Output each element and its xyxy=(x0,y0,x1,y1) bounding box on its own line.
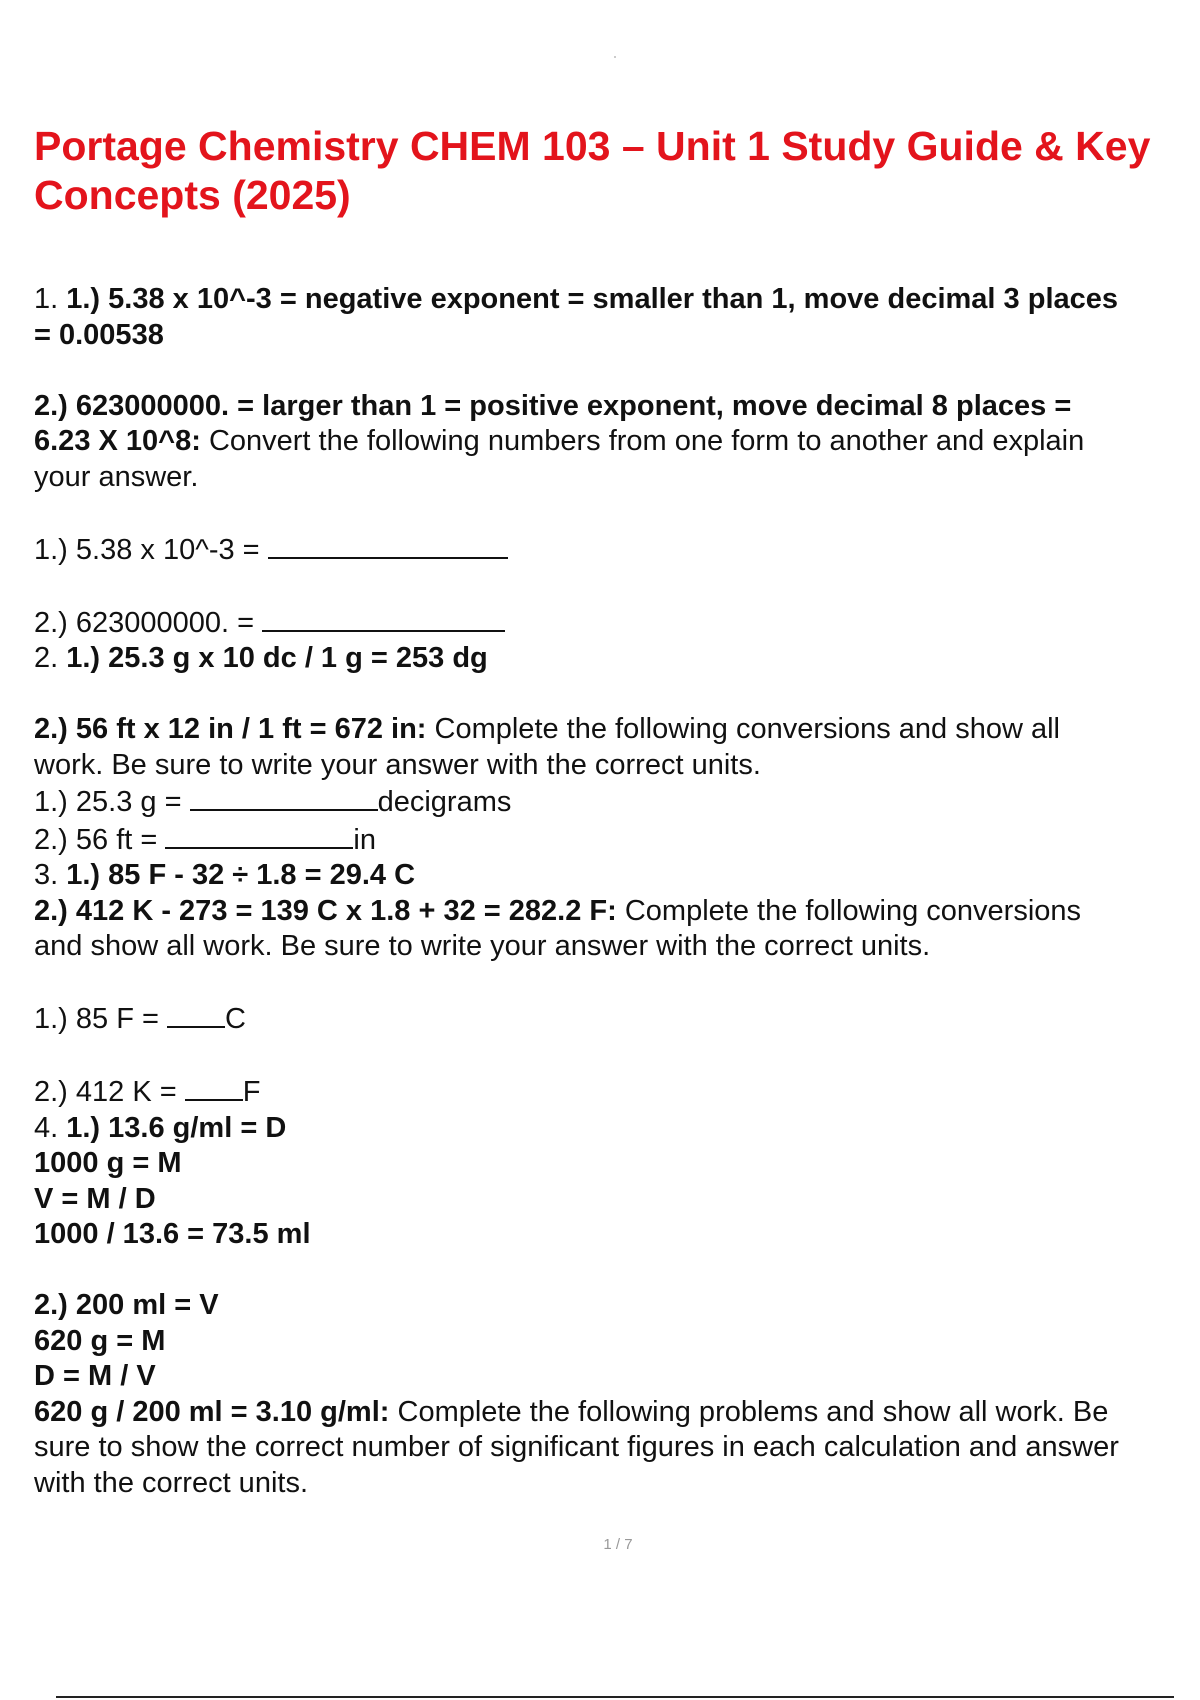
q1-item-2-label: 2.) 623000000. = xyxy=(34,606,263,639)
answer-blank xyxy=(190,783,378,811)
q4-part-1-line-3: V = M / D xyxy=(34,1182,156,1215)
q3-item-1-label: 1.) 85 F = xyxy=(34,1003,167,1035)
q3-item-2-unit: F xyxy=(242,1076,261,1108)
q4-part-2-line-2: 620 g = M xyxy=(34,1324,166,1357)
document-body xyxy=(34,282,1184,1501)
answer-blank xyxy=(262,604,505,632)
answer-blank xyxy=(268,531,508,559)
q1-answer-2-line-1: 2.) 623000000. = larger than 1 = positive exponent, move decimal 8 places = xyxy=(34,389,1072,422)
q1-instruction-line-1 xyxy=(34,424,1184,460)
q2-instruction-line-1 xyxy=(34,712,1184,748)
q3-item-1-unit: C xyxy=(224,1003,246,1035)
q3-answer-2: 2.) 412 K - 273 = 139 C x 1.8 + 32 = 282.2 F: xyxy=(34,894,617,927)
q4-part-1-density: 1.) 13.6 g/ml = D xyxy=(66,1111,287,1144)
q4-part-1-line-2: 1000 g = M xyxy=(34,1147,182,1179)
q2-answer-1-text: 1.) 25.3 g x 10 dc / 1 g = 253 dg xyxy=(66,642,488,674)
q2-instruction-line-2: work. Be sure to write your answer with the correct units. xyxy=(34,748,761,781)
q4-part-2-line-3: D = M / V xyxy=(34,1360,156,1392)
q1-item-2 xyxy=(34,604,1184,642)
q4-instruction: Complete the following problems and show all work. Be xyxy=(389,1395,1109,1428)
q3-answer-1 xyxy=(34,858,1184,894)
q1-answer-1-line-2: = 0.00538 xyxy=(34,318,164,351)
q4-part-1-line-1 xyxy=(34,1111,1184,1147)
scan-artifact-dot xyxy=(614,56,616,58)
q1-answer-1: 1.) 5.38 x 10^-3 = negative exponent = smaller than 1, move decimal 3 places xyxy=(66,283,1119,315)
q2-number: 2. xyxy=(34,642,67,674)
q4-part-2-result: 620 g / 200 ml = 3.10 g/ml: xyxy=(34,1395,390,1428)
q2-item-1-unit: decigrams xyxy=(377,786,512,818)
q2-item-1 xyxy=(34,783,1184,821)
q1-instruction-line-2: your answer. xyxy=(34,460,199,493)
q3-item-2 xyxy=(34,1073,1184,1111)
q2-instruction: Complete the following conversions and show all xyxy=(426,713,1060,745)
q3-item-1 xyxy=(34,1000,1184,1038)
q3-instruction-line-2: and show all work. Be sure to write your answer with the correct units. xyxy=(34,930,931,962)
q4-part-1-line-4: 1000 / 13.6 = 73.5 ml xyxy=(34,1218,311,1250)
q3-instruction: Complete the following conversions xyxy=(616,894,1082,927)
q4-instruction-line-2: sure to show the correct number of significant figures in each calculation and answer xyxy=(34,1431,1119,1463)
q3-answer-1-text: 1.) 85 F - 32 ÷ 1.8 = 29.4 C xyxy=(66,859,416,891)
q1-answer-2-result: 6.23 X 10^8: xyxy=(34,425,201,457)
answer-blank xyxy=(167,1000,225,1028)
answer-blank xyxy=(165,821,353,849)
q2-answer-1 xyxy=(34,641,1184,677)
page-title: Portage Chemistry CHEM 103 – Unit 1 Study Guide & Key Concepts (2025) xyxy=(34,123,1151,218)
q3-item-2-label: 2.) 412 K = xyxy=(34,1076,185,1108)
q3-number: 3. xyxy=(34,859,67,891)
q2-item-2 xyxy=(34,821,1184,859)
page-number: 1 / 7 xyxy=(603,1536,633,1553)
answer-blank xyxy=(185,1073,243,1101)
footer-divider xyxy=(56,1696,1174,1698)
q4-number: 4. xyxy=(34,1111,67,1144)
q1-item-1-label: 1.) 5.38 x 10^-3 = xyxy=(34,533,268,566)
q2-item-2-label: 2.) 56 ft = xyxy=(34,823,166,856)
q1-instruction: Convert the following numbers from one form to another and explain xyxy=(200,425,1085,457)
q1-number: 1. xyxy=(34,283,67,315)
q4-part-2-line-1: 2.) 200 ml = V xyxy=(34,1289,219,1321)
q4-instruction-line-1 xyxy=(34,1395,1184,1431)
q2-answer-2: 2.) 56 ft x 12 in / 1 ft = 672 in: xyxy=(34,713,427,745)
q3-instruction-line-1 xyxy=(34,894,1184,930)
q1-item-1 xyxy=(34,531,1184,569)
q2-item-1-label: 1.) 25.3 g = xyxy=(34,786,190,818)
q2-item-2-unit: in xyxy=(353,823,376,856)
q1-answer-1-line-1 xyxy=(34,282,1184,318)
q4-instruction-line-3: with the correct units. xyxy=(34,1466,308,1499)
